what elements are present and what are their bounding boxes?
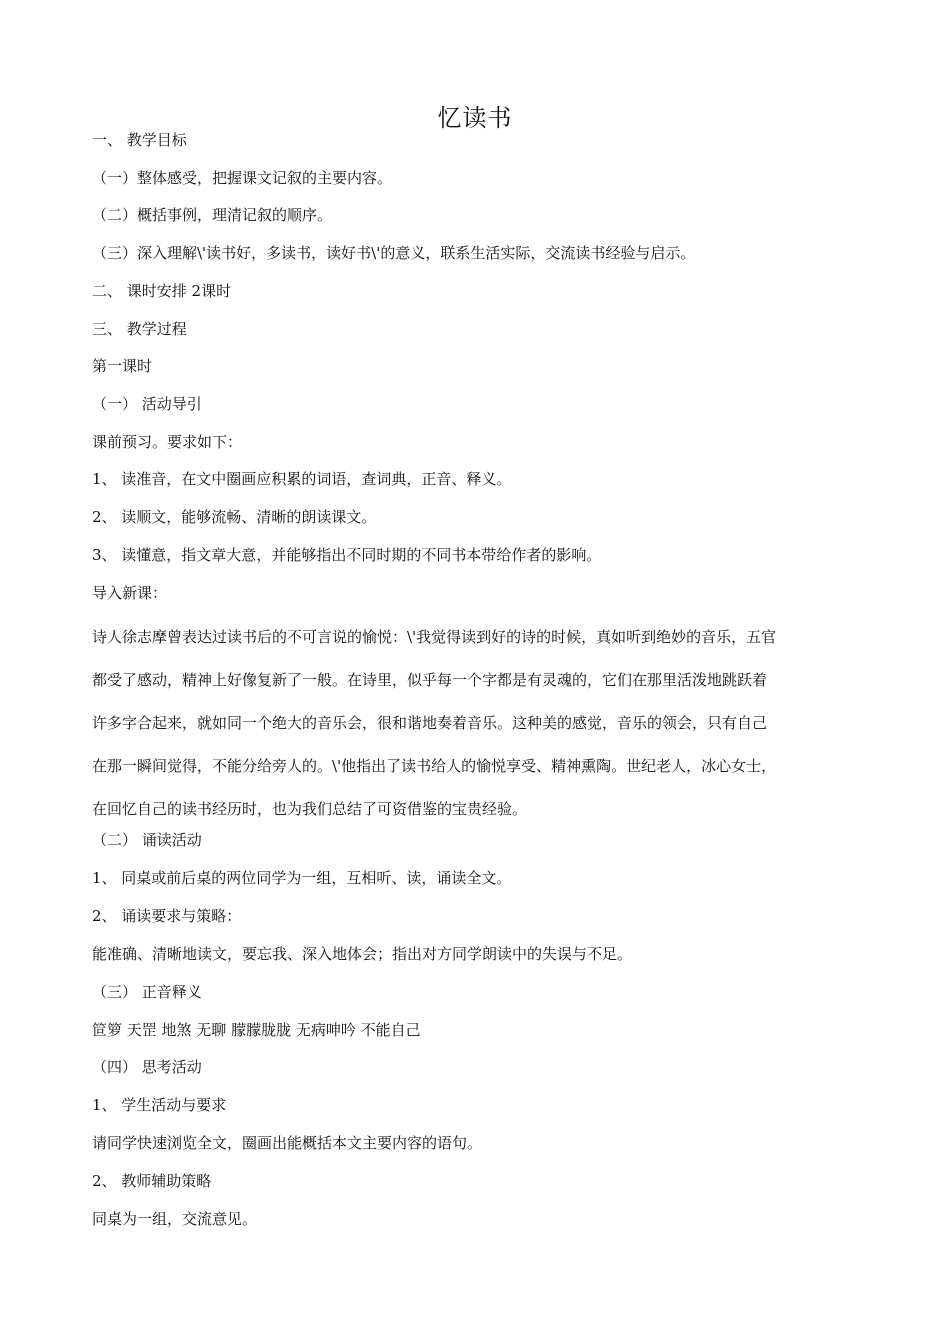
- paragraph-line: 都受了感动，精神上好像复新了一般。在诗里，似乎每一个字都是有灵魂的，它们在那里活泼地跳跃着: [92, 671, 768, 689]
- preview-intro: 课前预习。要求如下：: [92, 433, 243, 451]
- intro-paragraph: [92, 616, 860, 831]
- subheading-pronunciation: （三） 正音释义: [92, 983, 202, 1001]
- paragraph-line: 在那一瞬间觉得，不能分给旁人的。\'他指出了读书给人的愉悦享受、精神熏陶。世纪老人，冰心女士，: [92, 757, 777, 775]
- preview-item-1: 1、 读准音，在文中圈画应积累的词语，查词典，正音、释义。: [92, 470, 512, 488]
- preview-item-3: 3、 读懂意，指文章大意，并能够指出不同时期的不同书本带给作者的影响。: [92, 546, 602, 564]
- lesson-heading: 第一课时: [92, 357, 153, 375]
- thinking-item-1: 1、 学生活动与要求: [92, 1096, 227, 1114]
- paragraph-line: 诗人徐志摩曾表达过读书后的不可言说的愉悦：\'我觉得读到好的诗的时候，真如听到绝妙的音乐，五官: [92, 628, 777, 646]
- vocabulary-list: 笸箩 天罡 地煞 无聊 朦朦胧胧 无病呻吟 不能自己: [92, 1021, 421, 1039]
- preview-item-2: 2、 读顺文，能够流畅、清晰的朗读课文。: [92, 508, 377, 526]
- recitation-detail: 能准确、清晰地读文，要忘我、深入地体会；指出对方同学朗读中的失误与不足。: [92, 945, 633, 963]
- subheading-thinking: （四） 思考活动: [92, 1058, 202, 1076]
- section-heading-schedule: 二、 课时安排 2课时: [92, 282, 232, 300]
- subheading-activity-guide: （一） 活动导引: [92, 395, 202, 413]
- page-title: 忆读书: [437, 104, 513, 132]
- recitation-item-2: 2、 诵读要求与策略：: [92, 907, 242, 925]
- subheading-recitation: （二） 诵读活动: [92, 831, 202, 849]
- objective-item-2: （二）概括事例，理清记叙的顺序。: [92, 206, 333, 224]
- thinking-item-2: 2、 教师辅助策略: [92, 1172, 212, 1190]
- thinking-detail-1: 请同学快速浏览全文，圈画出能概括本文主要内容的语句。: [92, 1134, 483, 1152]
- section-heading-process: 三、 教学过程: [92, 320, 187, 338]
- objective-item-3: （三）深入理解\'读书好，多读书，读好书\'的意义，联系生活实际，交流读书经验与启示。: [92, 244, 696, 262]
- objective-item-1: （一）整体感受，把握课文记叙的主要内容。: [92, 169, 393, 187]
- paragraph-line: 许多字合起来，就如同一个绝大的音乐会，很和谐地奏着音乐。这种美的感觉，音乐的领会，只有自己: [92, 714, 768, 732]
- thinking-detail-2: 同桌为一组，交流意见。: [92, 1210, 258, 1228]
- intro-heading: 导入新课：: [92, 584, 168, 602]
- paragraph-line: 在回忆自己的读书经历时，也为我们总结了可资借鉴的宝贵经验。: [92, 800, 528, 818]
- recitation-item-1: 1、 同桌或前后桌的两位同学为一组，互相听、读，诵读全文。: [92, 869, 512, 887]
- section-heading-objectives: 一、 教学目标: [92, 131, 187, 149]
